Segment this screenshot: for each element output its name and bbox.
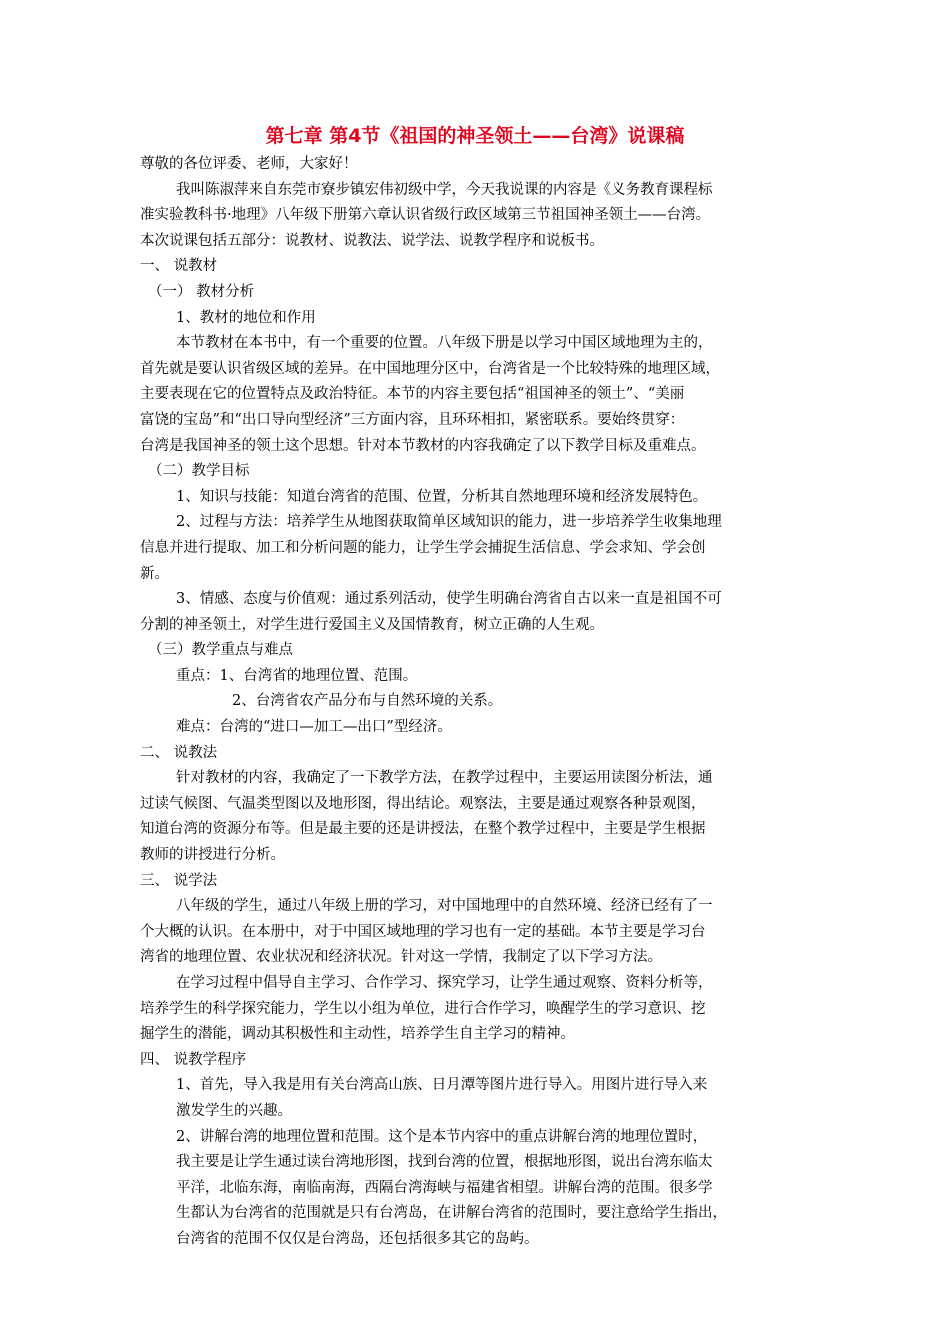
text-line: 八年级的学生，通过八年级上册的学习，对中国地理中的自然环境、经济已经有了一	[176, 898, 713, 915]
text-line: 重点：1、台湾省的地理位置、范围。	[176, 667, 418, 684]
text-line: 过读气候图、气温类型图以及地形图，得出结论。观察法，主要是通过观察各种景观图，	[140, 795, 706, 812]
text-line: 个大概的认识。在本册中，对于中国区域地理的学习也有一定的基础。本节主要是学习台	[140, 923, 706, 940]
text-line: 1、首先，导入我是用有关台湾高山族、日月潭等图片进行导入。用图片进行导入来	[176, 1077, 708, 1094]
text-line: 分割的神圣领土，对学生进行爱国主义及国情教育，树立正确的人生观。	[140, 616, 604, 633]
text-line: 掘学生的潜能，调动其积极性和主动性，培养学生自主学习的精神。	[140, 1026, 575, 1043]
text-line: 在学习过程中倡导自主学习、合作学习、探究学习，让学生通过观察、资料分析等，	[176, 975, 713, 991]
text-line: 针对教材的内容，我确定了一下教学方法，在教学过程中，主要运用读图分析法，通	[176, 770, 713, 787]
document-title: 第七章 第4节《祖国的神圣领土——台湾》说课稿	[265, 125, 685, 147]
text-line: 我主要是让学生通过读台湾地形图，找到台湾的位置，根据地形图，说出台湾东临太	[176, 1154, 713, 1171]
text-line: 我叫陈淑萍来自东莞市寮步镇宏伟初级中学，今天我说课的内容是《义务教育课程标	[176, 181, 713, 198]
text-line: 2、过程与方法：培养学生从地图获取简单区域知识的能力，进一步培养学生收集地理	[176, 514, 722, 531]
text-line: 主要表现在它的位置特点及政治特征。本节的内容主要包括“祖国神圣的领土”、“美丽	[140, 386, 685, 403]
text-line: （三）教学重点与难点	[148, 642, 293, 659]
text-line: 首先就是要认识省级区域的差异。在中国地理分区中，台湾省是一个比较特殊的地理区域，	[140, 360, 720, 377]
text-line: 教师的讲授进行分析。	[140, 847, 285, 864]
text-line: 四、 说教学程序	[140, 1051, 247, 1068]
text-line: 平洋，北临东海，南临南海，西隔台湾海峡与福建省相望。讲解台湾的范围。很多学	[176, 1179, 713, 1196]
text-line: 2、台湾省农产品分布与自然环境的关系。	[232, 693, 503, 710]
text-line: 二、 说教法	[140, 744, 218, 761]
text-line: 三、 说学法	[140, 872, 218, 889]
text-line: （一） 教材分析	[148, 283, 255, 300]
text-line: 台湾省的范围不仅仅是台湾岛，还包括很多其它的岛屿。	[176, 1230, 539, 1247]
text-line: 台湾是我国神圣的领土这个思想。针对本节教材的内容我确定了以下教学目标及重难点。	[140, 437, 706, 454]
text-line: 富饶的宝岛”和“出口导向型经济”三方面内容，且环环相扣，紧密联系。要始终贯穿：	[140, 411, 685, 428]
text-line: 准实验教科书·地理》八年级下册第六章认识省级行政区域第三节祖国神圣领土——台湾。	[140, 207, 711, 224]
document-body	[140, 152, 820, 1253]
text-line: 1、教材的地位和作用	[176, 309, 316, 326]
text-line: 本节教材在本书中，有一个重要的位置。八年级下册是以学习中国区域地理为主的，	[176, 335, 713, 352]
text-line: 新。	[140, 565, 169, 582]
text-line: 生都认为台湾省的范围就是只有台湾岛，在讲解台湾省的范围时，要注意给学生指出，	[176, 1205, 727, 1222]
text-line: 培养学生的科学探究能力，学生以小组为单位，进行合作学习，唤醒学生的学习意识、挖	[140, 1000, 706, 1017]
text-line: 尊敬的各位评委、老师，大家好！	[140, 156, 358, 172]
text-line: 信息并进行提取、加工和分析问题的能力，让学生学会捕捉生活信息、学会求知、学会创	[140, 539, 706, 556]
text-line: 知道台湾的资源分布等。但是最主要的还是讲授法，在整个教学过程中，主要是学生根据	[140, 821, 706, 838]
text-line: 3、情感、态度与价值观：通过系列活动，使学生明确台湾省自古以来一直是祖国不可	[176, 591, 722, 608]
text-line: 1、知识与技能：知道台湾省的范围、位置，分析其自然地理环境和经济发展特色。	[176, 488, 708, 505]
text-line: 难点：台湾的“进口—加工—出口”型经济。	[176, 719, 452, 736]
text-line: 激发学生的兴趣。	[176, 1102, 292, 1119]
text-line: （二）教学目标	[148, 463, 250, 480]
text-line: 湾省的地理位置、农业状况和经济状况。针对这一学情，我制定了以下学习方法。	[140, 949, 662, 966]
text-line: 本次说课包括五部分：说教材、说教法、说学法、说教学程序和说板书。	[140, 232, 604, 249]
text-line: 2、讲解台湾的地理位置和范围。这个是本节内容中的重点讲解台湾的地理位置时，	[176, 1128, 708, 1145]
text-line: 一、 说教材	[140, 258, 218, 275]
